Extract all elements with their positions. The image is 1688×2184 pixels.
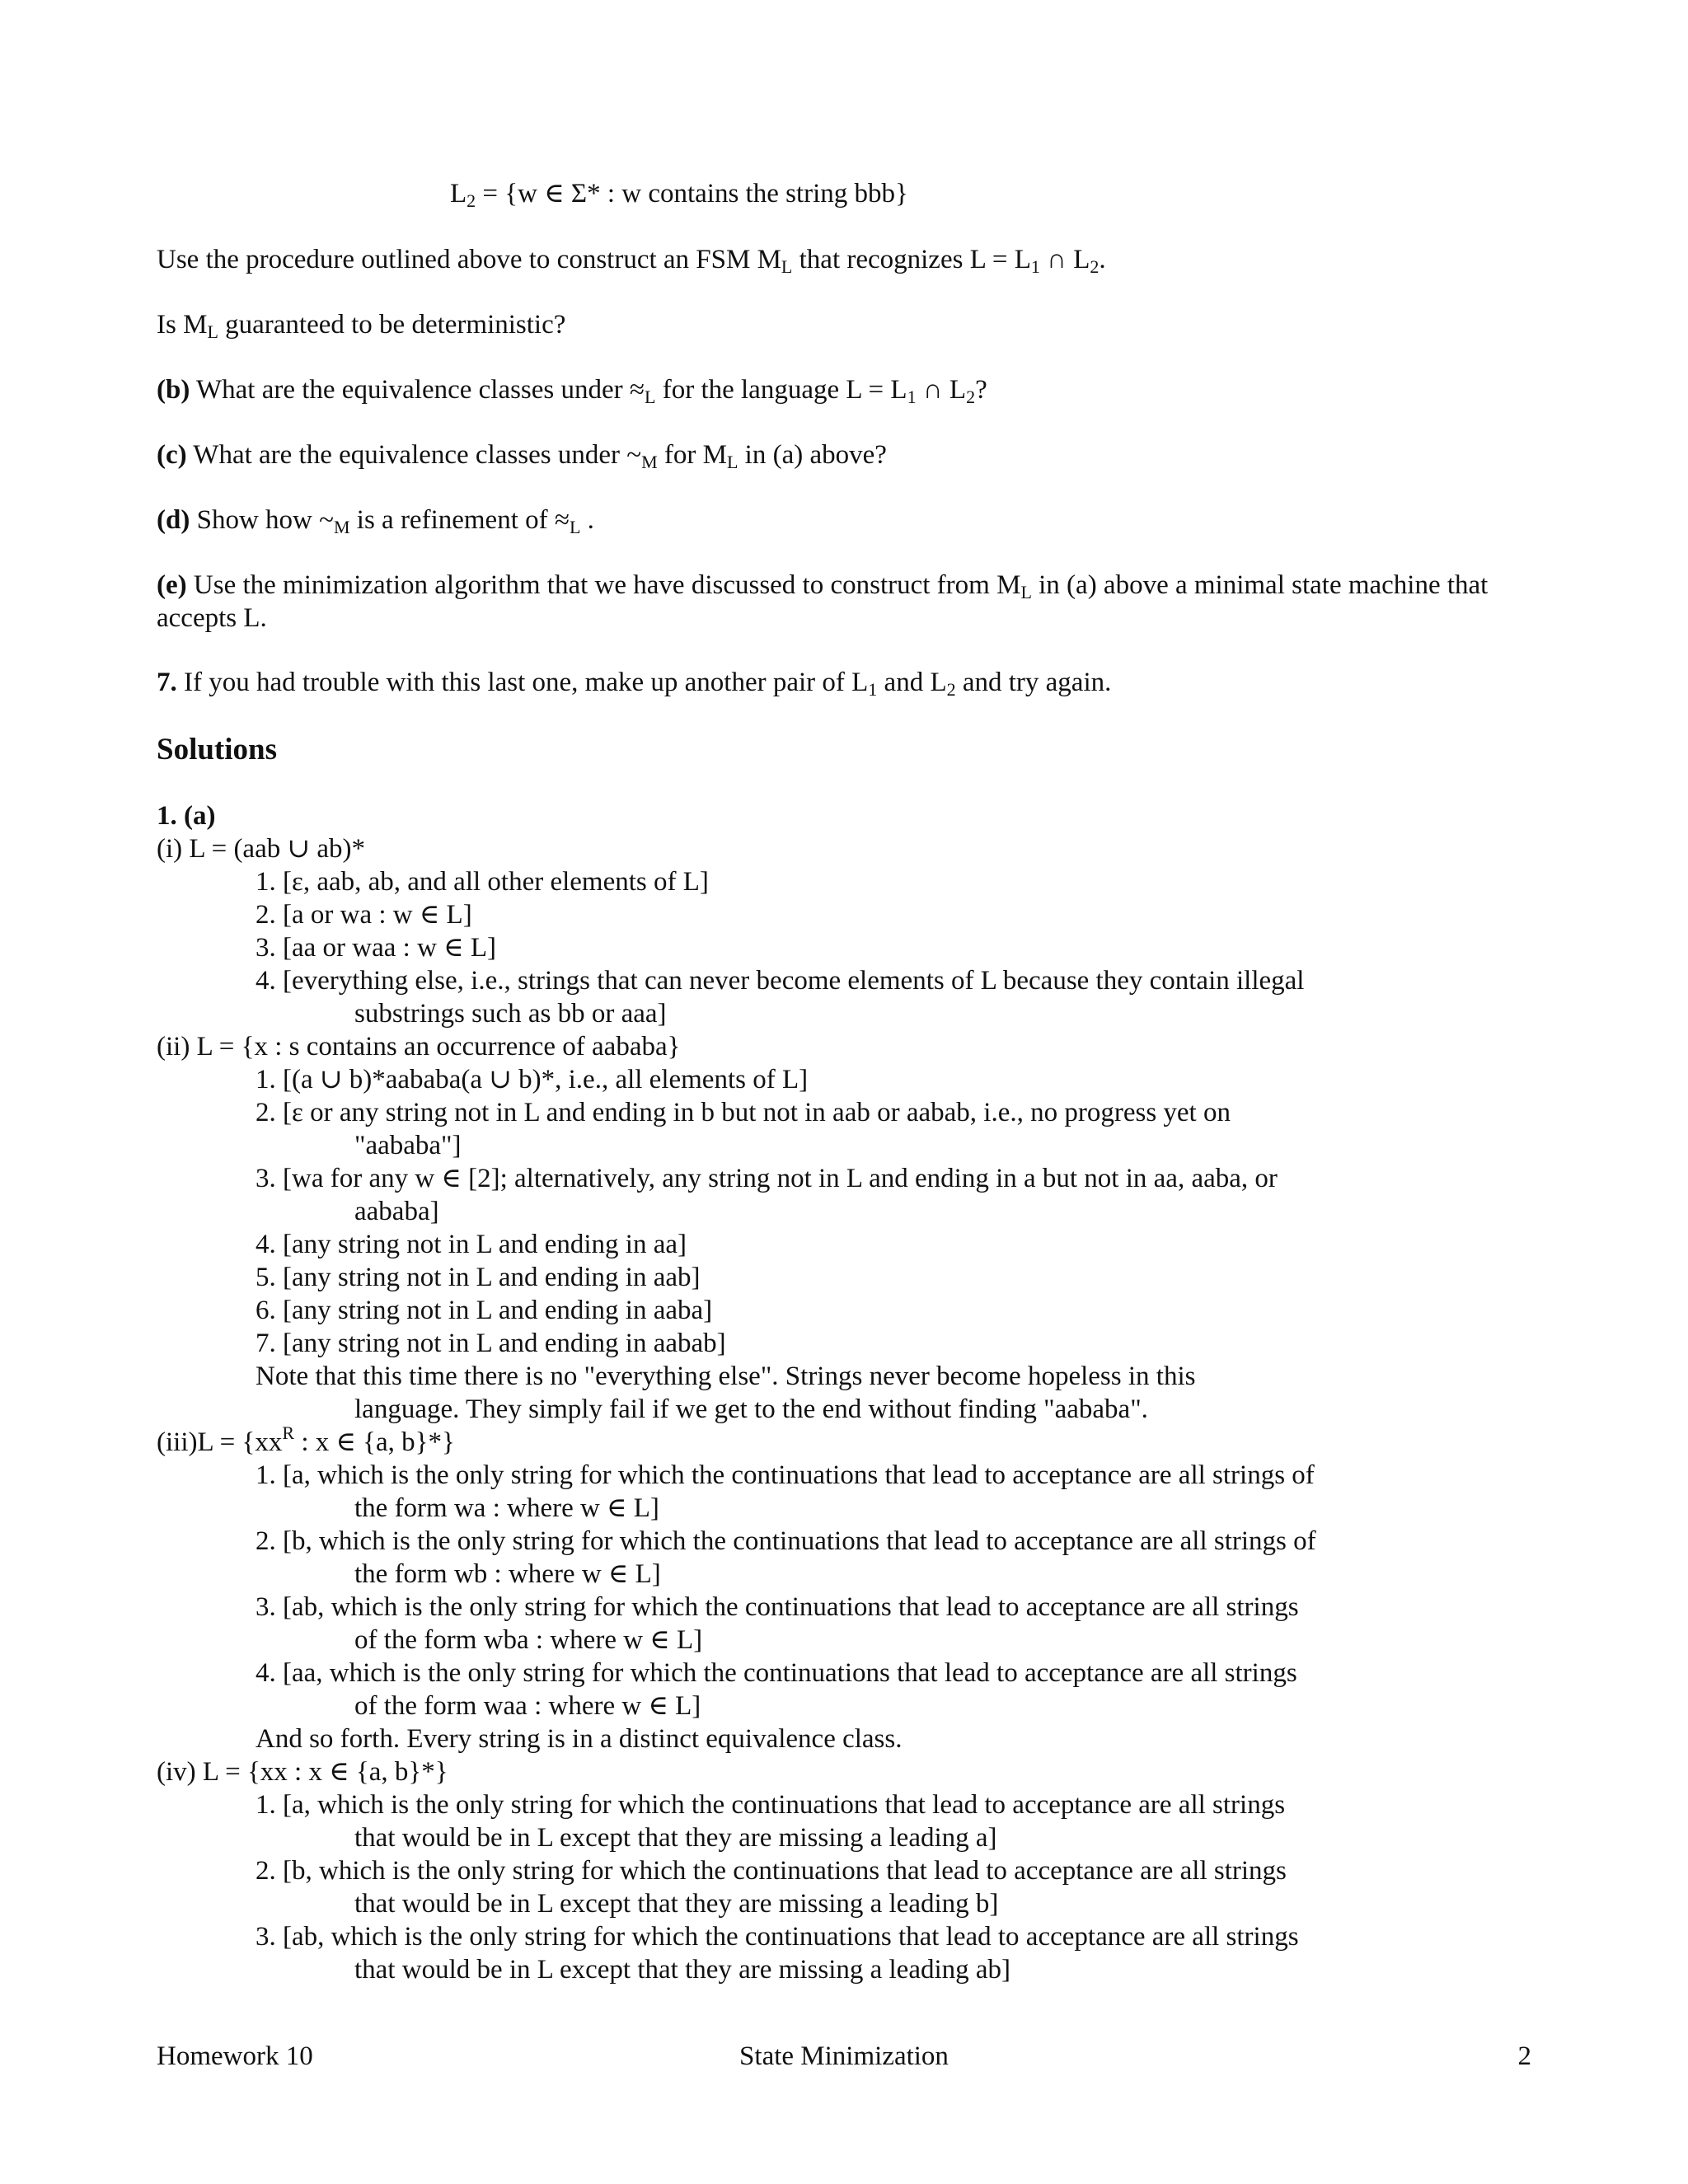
list-item-cont: that would be in L except that they are missing a leading a] <box>354 1823 997 1853</box>
part-e-question: (e) Use the minimization algorithm that we have discussed to construct from $M_L$ in (a) above a minimal state machine that <box>157 570 1489 602</box>
list-item-cont: the form wa : where w ∈ L] <box>354 1493 659 1523</box>
list-item: 3. [aa or waa : w ∈ L] <box>256 933 496 963</box>
note-text: And so forth. Every string is in a distinct equivalence class. <box>256 1724 903 1754</box>
list-item: 3. [ab, which is the only string for which the continuations that lead to acceptance are all strings <box>256 1592 1299 1622</box>
part-b-question: (b) What are the equivalence classes under $\approx_L$ for the language $L = L_1$ ∩ $L_2$? <box>157 375 987 407</box>
list-item-cont: the form wb : where w ∈ L] <box>354 1559 661 1589</box>
list-item-cont: "aababa"] <box>354 1131 462 1160</box>
question-7: 7. If you had trouble with this last one, make up another pair of $L_1$ and $L_2$ and try again. <box>157 668 1112 700</box>
list-item-cont: of the form wba : where w ∈ L] <box>354 1625 703 1655</box>
solution-i-heading: (i) L = (aab ∪ ab)* <box>157 834 366 864</box>
footer-left: Homework 10 <box>157 2041 313 2071</box>
solutions-heading: Solutions <box>157 733 278 766</box>
list-item: 4. [aa, which is the only string for which the continuations that lead to acceptance are all strings <box>256 1658 1297 1688</box>
list-item: 3. [ab, which is the only string for which the continuations that lead to acceptance are all strings <box>256 1922 1299 1952</box>
deterministic-question: Is $M_L$ guaranteed to be deterministic? <box>157 310 566 342</box>
list-item: 4. [any string not in L and ending in aa] <box>256 1230 687 1259</box>
part-d-question: (d) Show how $\sim_M$ is a refinement of $\approx_L$ . <box>157 505 594 537</box>
part-e-question-cont: accepts L. <box>157 603 267 633</box>
list-item: 6. [any string not in L and ending in aaba] <box>256 1296 713 1325</box>
page-number: 2 <box>1517 2041 1531 2071</box>
solution-1a-label: 1. (a) <box>157 801 216 831</box>
list-item: 7. [any string not in L and ending in aabab] <box>256 1329 726 1358</box>
list-item: 4. [everything else, i.e., strings that can never become elements of L because they contain illegal <box>256 966 1305 996</box>
note-text: Note that this time there is no "everything else". Strings never become hopeless in this <box>256 1361 1196 1391</box>
solution-iv-heading: (iv) L = {xx : x ∈ {a, b}*} <box>157 1757 448 1787</box>
list-item-cont: of the form waa : where w ∈ L] <box>354 1691 701 1721</box>
list-item: 1. [ε, aab, ab, and all other elements of L] <box>256 867 709 897</box>
list-item-cont: substrings such as bb or aaa] <box>354 999 667 1029</box>
solution-iii-heading: $(iii)L = \{xx^R$ : x ∈ {a, b}*} <box>157 1422 455 1457</box>
list-item: 2. [ε or any string not in L and ending in b but not in aab or aabab, i.e., no progress yet on <box>256 1098 1231 1127</box>
solution-ii-heading: (ii) L = {x : s contains an occurrence of aababa} <box>157 1032 681 1062</box>
l2-definition: $L_2 = \{w$ ∈ Σ* : w contains the string bbb} <box>450 179 908 211</box>
list-item: 1. [(a ∪ b)*aababa(a ∪ b)*, i.e., all elements of L] <box>256 1065 809 1094</box>
list-item-cont: that would be in L except that they are missing a leading ab] <box>354 1955 1011 1985</box>
note-text-cont: language. They simply fail if we get to the end without finding "aababa". <box>354 1394 1148 1424</box>
list-item: 2. [b, which is the only string for which the continuations that lead to acceptance are all strings of <box>256 1526 1316 1556</box>
list-item: 5. [any string not in L and ending in aab] <box>256 1263 701 1292</box>
footer-center: State Minimization <box>739 2041 949 2071</box>
list-item: 1. [a, which is the only string for which the continuations that lead to acceptance are all strings <box>256 1790 1286 1820</box>
list-item-cont: aababa] <box>354 1197 439 1226</box>
list-item-cont: that would be in L except that they are missing a leading b] <box>354 1889 999 1919</box>
list-item: 1. [a, which is the only string for which the continuations that lead to acceptance are all strings of <box>256 1460 1315 1490</box>
list-item: 2. [a or wa : w ∈ L] <box>256 900 472 930</box>
list-item: 3. [wa for any w ∈ [2]; alternatively, any string not in L and ending in a but not in aa, aaba, or <box>256 1164 1278 1193</box>
part-c-question: (c) What are the equivalence classes under $\sim_M$ for $M_L$ in (a) above? <box>157 440 887 472</box>
list-item: 2. [b, which is the only string for which the continuations that lead to acceptance are all strings <box>256 1856 1287 1886</box>
construct-fsm-instruction: Use the procedure outlined above to construct an FSM $M_L$ that recognizes $L = L_1$ ∩ $L_2$. <box>157 245 1106 277</box>
